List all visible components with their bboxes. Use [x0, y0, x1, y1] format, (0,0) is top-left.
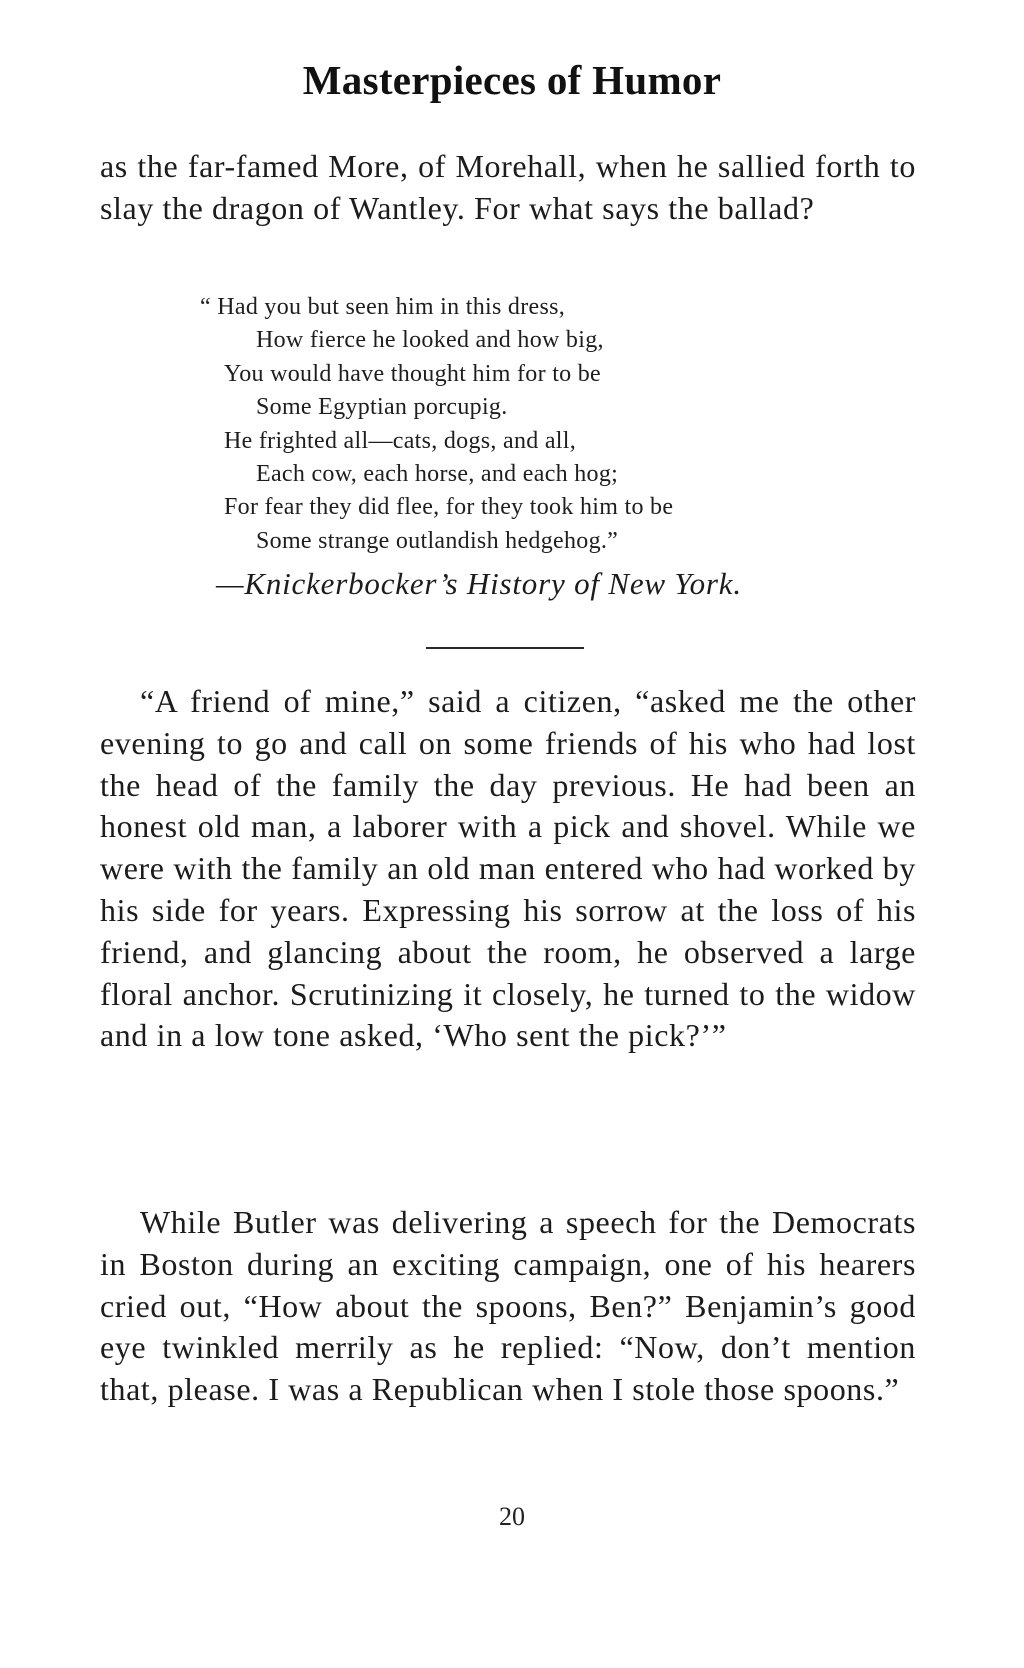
- ballad-line: Some strange outlandish hedgehog.”: [256, 527, 619, 554]
- section-divider: [426, 647, 584, 649]
- ballad-line: “ Had you but seen him in this dress,: [200, 294, 566, 320]
- anecdote-butler-spoons: While Butler was delivering a speech for the Democrats in Boston during an exciting campaign, one of his hearers cried out, “How about the spoons, Ben?” Benjamin’s good eye twinkled merrily as he replied: “Now, don’t mention that, please. I was a Republican when I stole those spoons.”: [100, 1204, 916, 1408]
- ballad-quote: [196, 291, 916, 558]
- ballad-line: Some Egyptian porcupig.: [256, 394, 508, 421]
- ballad-line: You would have thought him for to be: [224, 360, 602, 387]
- anecdote-floral-anchor: “A friend of mine,” said a citizen, “asked me the other evening to go and call on some friends of his who had lost the head of the family the day previous. He had been an honest old man, a laborer with a pick and shovel. While we were with the family an old man entered who had worked by his side for years. Expressing his sorrow at the loss of his friend, and glancing about the room, he observed a large floral anchor. Scrutinizing it closely, he turned to the widow and in a low tone asked, ‘Who sent the pick?’”: [100, 683, 916, 1054]
- paragraph-continuation: as the far-famed More, of Morehall, when he sallied forth to slay the dragon of Wantley. For what says the ballad?: [100, 148, 916, 226]
- page-number: 20: [499, 1502, 525, 1531]
- running-head: Masterpieces of Humor: [302, 57, 722, 103]
- ballad-attribution: —Knickerbocker’s History of New York.: [216, 566, 742, 601]
- ballad-line: He frighted all—cats, dogs, and all,: [224, 427, 577, 454]
- ballad-line: Each cow, each horse, and each hog;: [256, 461, 619, 488]
- ballad-line: For fear they did flee, for they took him to be: [224, 494, 674, 521]
- ballad-line: How fierce he looked and how big,: [256, 327, 604, 354]
